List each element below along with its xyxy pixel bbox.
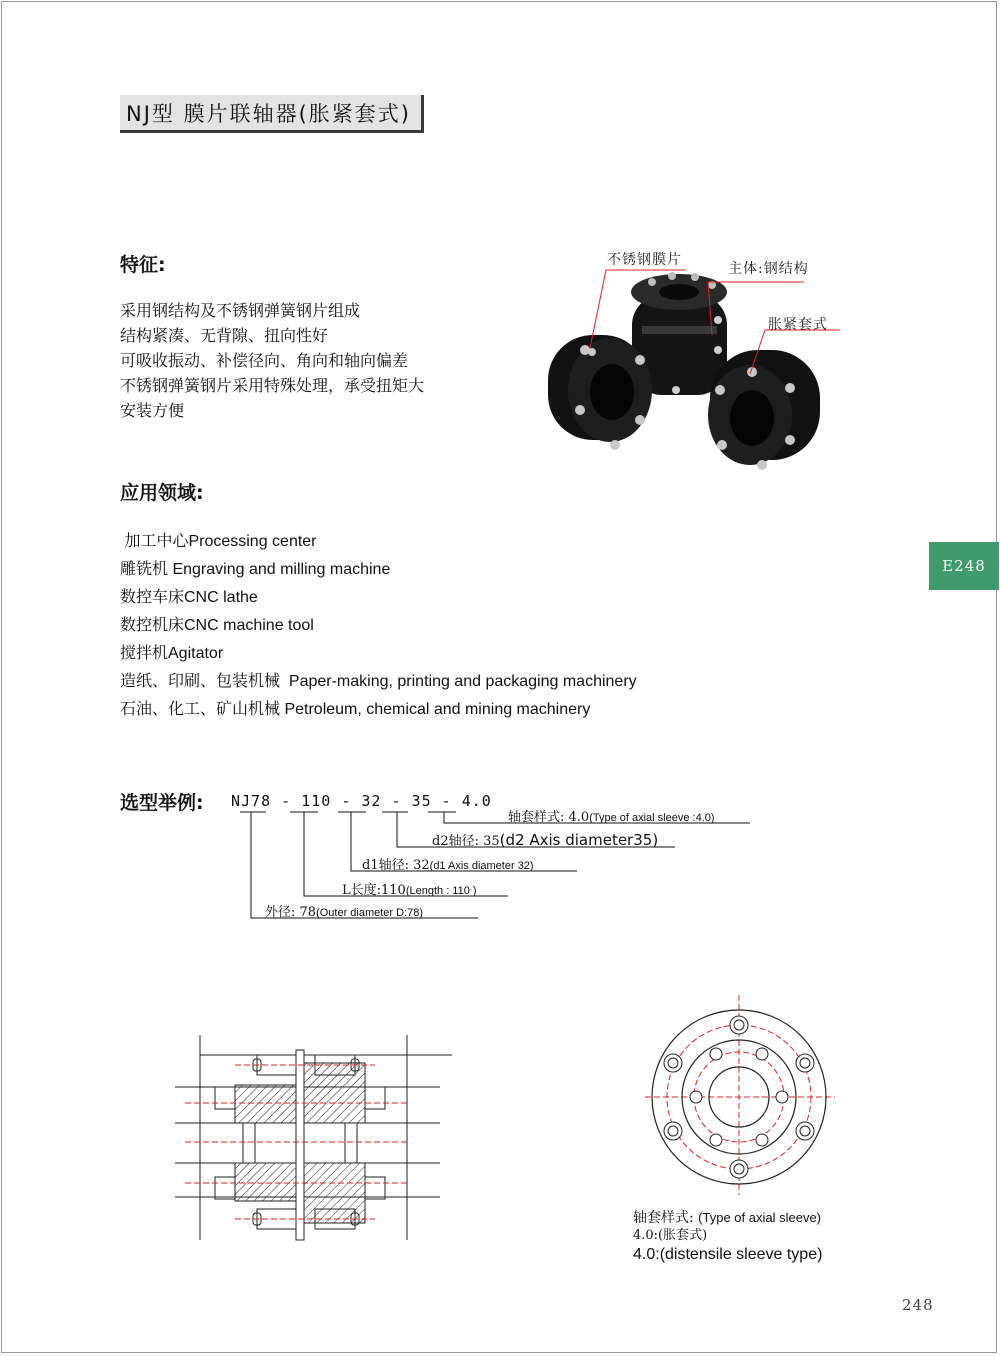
coupling-right (708, 350, 820, 470)
cross-section-drawing (175, 1025, 460, 1245)
feature-item: 安装方便 (120, 401, 185, 420)
application-item: 雕铣机 Engraving and milling machine (120, 561, 391, 578)
model-code: NJ78 - 110 - 32 - 35 - 4.0 (231, 792, 492, 810)
caption-sleeve: 轴套样式: 4.0(Type of axial sleeve :4.0) (508, 810, 715, 825)
sleeve-type-note: 轴套样式: (Type of axial sleeve) 4.0:(胀套式) 4.0:(distensile sleeve type) (633, 1210, 823, 1263)
feature-item: 采用钢结构及不锈钢弹簧钢片组成 (120, 301, 361, 320)
label-body: 主体:钢结构 (728, 261, 809, 277)
label-diaphragm: 不锈钢膜片 (607, 252, 682, 268)
application-item: 石油、化工、矿山机械 Petroleum, chemical and mining machinery (120, 701, 591, 718)
page-number: 248 (902, 1296, 934, 1314)
application-item: 搅拌机Agitator (120, 645, 224, 662)
application-item: 数控机床CNC machine tool (120, 617, 314, 634)
side-tab: E248 (929, 542, 999, 590)
feature-item: 不锈钢弹簧钢片采用特殊处理，承受扭矩大 (120, 376, 425, 395)
applications-heading: 应用领域: (120, 482, 204, 504)
label-sleeve: 胀紧套式 (768, 317, 828, 333)
feature-item: 结构紧凑、无背隙、扭向性好 (120, 326, 329, 345)
feature-item: 可吸收振动、补偿径向、角向和轴向偏差 (120, 351, 409, 370)
page-title: NJ型 膜片联轴器(胀紧套式) (126, 101, 411, 126)
caption-d1: d1轴径: 32(d1 Axis diameter 32) (362, 858, 534, 873)
application-item: 加工中心Processing center (120, 533, 317, 550)
features-heading: 特征: (120, 254, 166, 276)
application-item: 造纸、印刷、包装机械 Paper-making, printing and packaging machinery (120, 673, 637, 690)
caption-length: L长度:110(Length : 110 ) (342, 883, 477, 898)
coupling-left (548, 335, 652, 450)
end-view-drawing (645, 995, 835, 1195)
caption-d2: d2轴径: 35(d2 Axis diameter35) (432, 831, 659, 849)
caption-outer: 外径: 78(Outer diameter D:78) (265, 905, 424, 920)
title-box (120, 95, 424, 133)
selection-heading: 选型举例: (120, 792, 204, 814)
application-item: 数控车床CNC lathe (120, 589, 258, 606)
applications-list (120, 528, 637, 724)
features-list (120, 298, 424, 423)
